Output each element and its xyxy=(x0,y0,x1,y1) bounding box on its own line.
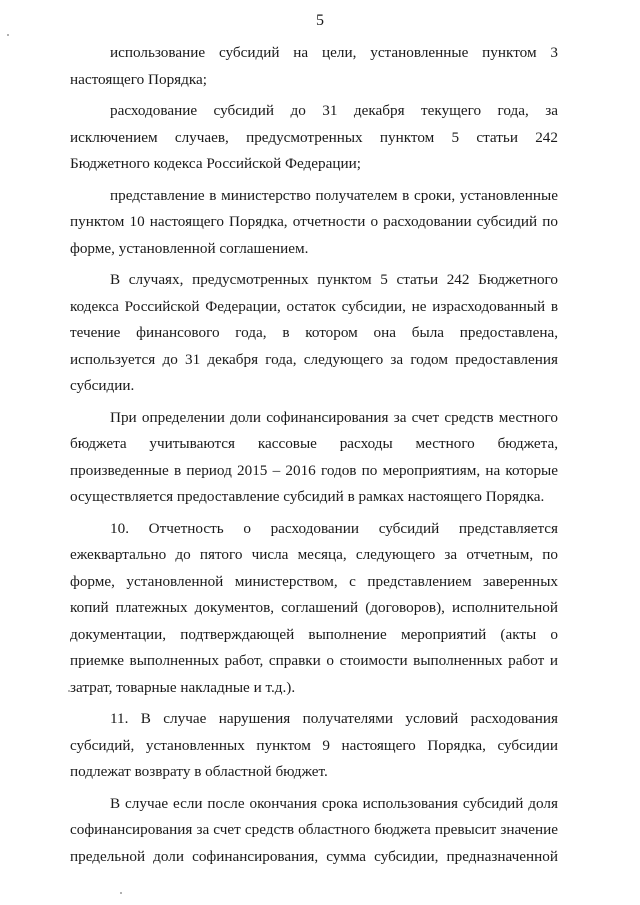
paragraph-line: форме, установленной соглашением. xyxy=(70,239,309,257)
paragraph-line: ежеквартально до пятого числа месяца, следующего за отчетным, по xyxy=(70,546,558,563)
paragraph-line: документации, подтверждающей выполнение мероприятий (акты о xyxy=(70,625,558,643)
paragraph-line: В случаях, предусмотренных пунктом 5 статьи 242 Бюджетного xyxy=(110,271,558,288)
paragraph-line: исключением случаев, предусмотренных пунктом 5 статьи 242 xyxy=(70,128,558,146)
paragraph-line: осуществляется предоставление субсидий в рамках настоящего Порядка. xyxy=(70,488,545,505)
paragraph-line: подлежат возврату в областной бюджет. xyxy=(70,763,328,780)
paragraph-3 xyxy=(70,183,558,263)
paragraph-line: форме, установленной министерством, с представлением заверенных xyxy=(70,572,558,590)
document-body xyxy=(70,40,558,875)
paragraph-line: расходование субсидий до 31 декабря текущего года, за xyxy=(110,102,558,119)
paragraph-line: представление в министерство получателем в сроки, установленные xyxy=(110,186,558,204)
paragraph-line: произведенные в период 2015 – 2016 годов по мероприятиям, на которые xyxy=(70,461,558,479)
page-number: 5 xyxy=(316,12,324,29)
paragraph-line: 10. Отчетность о расходовании субсидий представляется xyxy=(110,519,558,537)
scan-speck xyxy=(7,34,9,36)
paragraph-line: Бюджетного кодекса Российской Федерации; xyxy=(70,155,361,172)
paragraph-line: При определении доли софинансирования за счет средств местного xyxy=(110,408,558,426)
paragraph-line: использование субсидий на цели, установленные пунктом 3 xyxy=(110,44,558,61)
paragraph-8 xyxy=(70,791,558,871)
paragraph-line: В случае если после окончания срока использования субсидий доля xyxy=(110,794,558,812)
paragraph-6 xyxy=(70,516,558,702)
paragraph-1 xyxy=(70,40,558,93)
paragraph-line: кодекса Российской Федерации, остаток субсидии, не израсходованный в xyxy=(70,297,558,315)
paragraph-2 xyxy=(70,98,558,178)
paragraph-5 xyxy=(70,405,558,511)
paragraph-line: пунктом 10 настоящего Порядка, отчетности о расходовании субсидий по xyxy=(70,213,558,230)
paragraph-line: субсидии. xyxy=(70,377,135,394)
paragraph-7 xyxy=(70,706,558,786)
paragraph-line: течение финансового года, в котором она была предоставлена, xyxy=(70,324,558,341)
paragraph-line: приемке выполненных работ, справки о стоимости выполненных работ и xyxy=(70,652,558,669)
paragraph-line: субсидий, установленных пунктом 9 настоящего Порядка, субсидии xyxy=(70,736,558,754)
paragraph-line: бюджета учитываются кассовые расходы местного бюджета, xyxy=(70,435,558,452)
paragraph-line: затрат, товарные накладные и т.д.). xyxy=(70,678,296,696)
paragraph-4 xyxy=(70,267,558,400)
paragraph-line: настоящего Порядка; xyxy=(70,70,207,88)
paragraph-line: используется до 31 декабря года, следующего за годом предоставления xyxy=(70,350,558,368)
scan-speck xyxy=(120,892,122,894)
paragraph-line: предельной доли софинансирования, сумма субсидии, предназначенной xyxy=(70,847,558,865)
paragraph-line: 11. В случае нарушения получателями условий расходования xyxy=(110,710,558,727)
paragraph-line: копий платежных документов, соглашений (договоров), исполнительной xyxy=(70,599,558,616)
scan-speck xyxy=(68,690,70,692)
paragraph-line: софинансирования за счет средств областного бюджета превысит значение xyxy=(70,821,558,838)
